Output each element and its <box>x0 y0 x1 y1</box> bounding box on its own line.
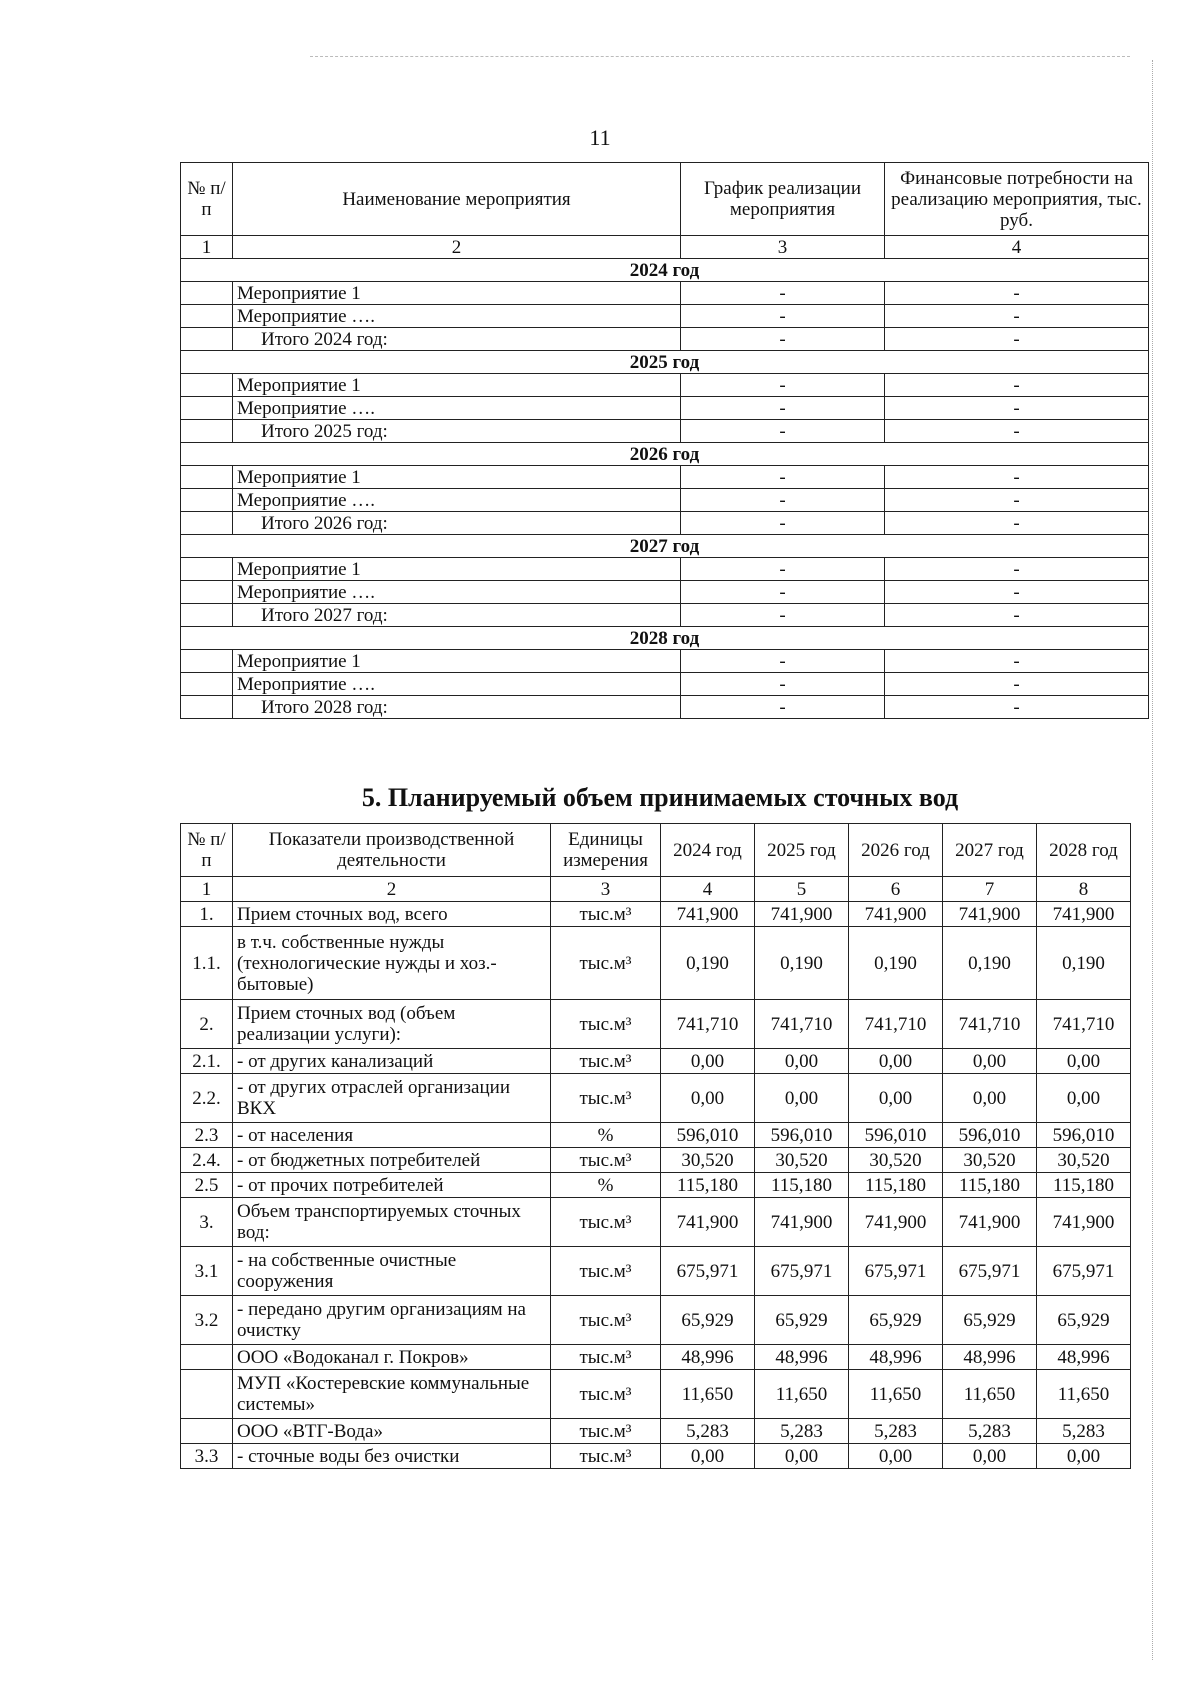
value-cell: 0,00 <box>1037 1074 1131 1123</box>
indicator-label: ООО «Водоканал г. Покров» <box>233 1345 551 1370</box>
schedule-cell: - <box>681 374 885 397</box>
column-number: 3 <box>551 877 661 902</box>
value-cell: 741,710 <box>849 1000 943 1049</box>
row-number-cell <box>181 328 233 351</box>
row-number-cell <box>181 512 233 535</box>
column-header: Показатели производственной деятельности <box>233 824 551 877</box>
table-row <box>181 558 1149 581</box>
value-cell: 115,180 <box>755 1173 849 1198</box>
unit-cell: тыс.м³ <box>551 927 661 1000</box>
finance-cell: - <box>885 512 1149 535</box>
row-number: 3.3 <box>181 1444 233 1469</box>
value-cell: 0,00 <box>1037 1444 1131 1469</box>
year-heading: 2027 год <box>181 535 1149 558</box>
unit-cell: тыс.м³ <box>551 902 661 927</box>
header-row <box>181 824 1131 877</box>
unit-cell: тыс.м³ <box>551 1345 661 1370</box>
column-header: Наименование мероприятия <box>233 163 681 236</box>
finance-cell: - <box>885 397 1149 420</box>
table-row <box>181 420 1149 443</box>
table-row <box>181 696 1149 719</box>
row-number <box>181 1345 233 1370</box>
value-cell: 675,971 <box>1037 1247 1131 1296</box>
column-header: 2024 год <box>661 824 755 877</box>
row-number: 1. <box>181 902 233 927</box>
measure-name: Мероприятие 1 <box>233 374 681 397</box>
column-number: 5 <box>755 877 849 902</box>
value-cell: 675,971 <box>943 1247 1037 1296</box>
value-cell: 675,971 <box>755 1247 849 1296</box>
row-number <box>181 1370 233 1419</box>
schedule-cell: - <box>681 696 885 719</box>
table-row <box>181 328 1149 351</box>
table-row <box>181 1074 1131 1123</box>
measure-name: Итого 2025 год: <box>233 420 681 443</box>
unit-cell: тыс.м³ <box>551 1419 661 1444</box>
finance-cell: - <box>885 466 1149 489</box>
finance-cell: - <box>885 650 1149 673</box>
row-number: 3.1 <box>181 1247 233 1296</box>
value-cell: 11,650 <box>661 1370 755 1419</box>
finance-cell: - <box>885 328 1149 351</box>
value-cell: 741,900 <box>849 902 943 927</box>
value-cell: 596,010 <box>1037 1123 1131 1148</box>
row-number-cell <box>181 558 233 581</box>
table-row <box>181 1419 1131 1444</box>
value-cell: 115,180 <box>1037 1173 1131 1198</box>
value-cell: 11,650 <box>849 1370 943 1419</box>
scan-artifact-right <box>1152 60 1153 1660</box>
table-row <box>181 1123 1131 1148</box>
value-cell: 48,996 <box>849 1345 943 1370</box>
value-cell: 5,283 <box>661 1419 755 1444</box>
value-cell: 65,929 <box>849 1296 943 1345</box>
finance-cell: - <box>885 581 1149 604</box>
schedule-cell: - <box>681 604 885 627</box>
value-cell: 0,190 <box>755 927 849 1000</box>
value-cell: 741,710 <box>755 1000 849 1049</box>
row-number: 1.1. <box>181 927 233 1000</box>
value-cell: 5,283 <box>1037 1419 1131 1444</box>
value-cell: 0,00 <box>943 1074 1037 1123</box>
row-number: 2.1. <box>181 1049 233 1074</box>
finance-cell: - <box>885 558 1149 581</box>
column-header: № п/п <box>181 824 233 877</box>
table-row <box>181 282 1149 305</box>
indicator-label: - от других канализаций <box>233 1049 551 1074</box>
value-cell: 0,00 <box>661 1049 755 1074</box>
value-cell: 30,520 <box>661 1148 755 1173</box>
indicator-label: Прием сточных вод (объем реализации услуги): <box>233 1000 551 1049</box>
value-cell: 741,900 <box>661 1198 755 1247</box>
row-number-cell <box>181 397 233 420</box>
value-cell: 5,283 <box>943 1419 1037 1444</box>
value-cell: 741,900 <box>849 1198 943 1247</box>
value-cell: 0,00 <box>661 1444 755 1469</box>
value-cell: 596,010 <box>755 1123 849 1148</box>
column-number-row <box>181 877 1131 902</box>
value-cell: 30,520 <box>849 1148 943 1173</box>
table-row <box>181 673 1149 696</box>
value-cell: 0,00 <box>849 1074 943 1123</box>
finance-cell: - <box>885 305 1149 328</box>
indicator-label: - от других отраслей организации ВКХ <box>233 1074 551 1123</box>
value-cell: 5,283 <box>849 1419 943 1444</box>
value-cell: 30,520 <box>943 1148 1037 1173</box>
row-number: 2.2. <box>181 1074 233 1123</box>
row-number: 2.3 <box>181 1123 233 1148</box>
finance-cell: - <box>885 489 1149 512</box>
value-cell: 741,900 <box>755 902 849 927</box>
row-number-cell <box>181 604 233 627</box>
column-number: 7 <box>943 877 1037 902</box>
value-cell: 0,00 <box>943 1049 1037 1074</box>
column-header: № п/п <box>181 163 233 236</box>
unit-cell: тыс.м³ <box>551 1296 661 1345</box>
row-number <box>181 1419 233 1444</box>
schedule-cell: - <box>681 558 885 581</box>
table-row <box>181 1247 1131 1296</box>
row-number-cell <box>181 420 233 443</box>
value-cell: 48,996 <box>1037 1345 1131 1370</box>
row-number: 3. <box>181 1198 233 1247</box>
schedule-cell: - <box>681 397 885 420</box>
row-number: 2.5 <box>181 1173 233 1198</box>
value-cell: 30,520 <box>1037 1148 1131 1173</box>
row-number-cell <box>181 489 233 512</box>
value-cell: 30,520 <box>755 1148 849 1173</box>
year-row <box>181 443 1149 466</box>
row-number-cell <box>181 466 233 489</box>
row-number-cell <box>181 673 233 696</box>
value-cell: 48,996 <box>943 1345 1037 1370</box>
measure-name: Мероприятие …. <box>233 489 681 512</box>
schedule-cell: - <box>681 673 885 696</box>
value-cell: 48,996 <box>661 1345 755 1370</box>
value-cell: 741,710 <box>943 1000 1037 1049</box>
row-number-cell <box>181 650 233 673</box>
schedule-cell: - <box>681 466 885 489</box>
indicator-label: Прием сточных вод, всего <box>233 902 551 927</box>
section-title: 5. Планируемый объем принимаемых сточных вод <box>361 783 959 812</box>
header-row <box>181 163 1149 236</box>
column-header: 2026 год <box>849 824 943 877</box>
indicator-label: в т.ч. собственные нужды (технологические нужды и хоз.-бытовые) <box>233 927 551 1000</box>
table-row <box>181 512 1149 535</box>
indicator-label: - от бюджетных потребителей <box>233 1148 551 1173</box>
row-number-cell <box>181 282 233 305</box>
measure-name: Итого 2028 год: <box>233 696 681 719</box>
value-cell: 115,180 <box>849 1173 943 1198</box>
measure-name: Итого 2026 год: <box>233 512 681 535</box>
column-header: 2028 год <box>1037 824 1131 877</box>
measure-name: Мероприятие …. <box>233 305 681 328</box>
page-number: 11 <box>589 125 611 150</box>
column-number-row <box>181 236 1149 259</box>
value-cell: 0,190 <box>849 927 943 1000</box>
value-cell: 0,00 <box>661 1074 755 1123</box>
value-cell: 741,900 <box>943 1198 1037 1247</box>
value-cell: 0,00 <box>1037 1049 1131 1074</box>
row-number: 2.4. <box>181 1148 233 1173</box>
value-cell: 5,283 <box>755 1419 849 1444</box>
column-header: Единицы измерения <box>551 824 661 877</box>
year-row <box>181 627 1149 650</box>
finance-cell: - <box>885 282 1149 305</box>
indicator-label: - передано другим организациям на очистку <box>233 1296 551 1345</box>
indicator-label: МУП «Костеревские коммунальные системы» <box>233 1370 551 1419</box>
value-cell: 11,650 <box>755 1370 849 1419</box>
unit-cell: тыс.м³ <box>551 1049 661 1074</box>
table-row <box>181 1444 1131 1469</box>
value-cell: 0,00 <box>755 1074 849 1123</box>
row-number-cell <box>181 581 233 604</box>
schedule-cell: - <box>681 328 885 351</box>
value-cell: 11,650 <box>1037 1370 1131 1419</box>
column-header: Финансовые потребности на реализацию мероприятия, тыс. руб. <box>885 163 1149 236</box>
value-cell: 596,010 <box>943 1123 1037 1148</box>
value-cell: 0,00 <box>755 1444 849 1469</box>
year-heading: 2026 год <box>181 443 1149 466</box>
column-header: График реализации мероприятия <box>681 163 885 236</box>
schedule-cell: - <box>681 282 885 305</box>
schedule-cell: - <box>681 581 885 604</box>
value-cell: 65,929 <box>661 1296 755 1345</box>
column-number: 2 <box>233 236 681 259</box>
value-cell: 741,900 <box>1037 1198 1131 1247</box>
table-row <box>181 397 1149 420</box>
unit-cell: % <box>551 1173 661 1198</box>
row-number: 2. <box>181 1000 233 1049</box>
year-row <box>181 259 1149 282</box>
measure-name: Мероприятие 1 <box>233 466 681 489</box>
schedule-cell: - <box>681 650 885 673</box>
row-number: 3.2 <box>181 1296 233 1345</box>
year-heading: 2028 год <box>181 627 1149 650</box>
indicator-label: - от населения <box>233 1123 551 1148</box>
finance-cell: - <box>885 604 1149 627</box>
measure-name: Мероприятие …. <box>233 673 681 696</box>
table-row <box>181 1296 1131 1345</box>
indicator-label: - на собственные очистные сооружения <box>233 1247 551 1296</box>
table-row <box>181 374 1149 397</box>
schedule-cell: - <box>681 305 885 328</box>
value-cell: 741,900 <box>1037 902 1131 927</box>
table-row <box>181 1049 1131 1074</box>
unit-cell: тыс.м³ <box>551 1000 661 1049</box>
column-number: 1 <box>181 877 233 902</box>
table-row <box>181 489 1149 512</box>
year-heading: 2025 год <box>181 351 1149 374</box>
column-number: 4 <box>661 877 755 902</box>
unit-cell: тыс.м³ <box>551 1247 661 1296</box>
value-cell: 675,971 <box>849 1247 943 1296</box>
unit-cell: тыс.м³ <box>551 1198 661 1247</box>
indicator-label: Объем транспортируемых сточных вод: <box>233 1198 551 1247</box>
table-row <box>181 1173 1131 1198</box>
value-cell: 0,00 <box>755 1049 849 1074</box>
row-number-cell <box>181 305 233 328</box>
finance-cell: - <box>885 696 1149 719</box>
value-cell: 65,929 <box>755 1296 849 1345</box>
schedule-cell: - <box>681 512 885 535</box>
column-number: 4 <box>885 236 1149 259</box>
year-row <box>181 535 1149 558</box>
column-header: 2025 год <box>755 824 849 877</box>
table-row <box>181 1148 1131 1173</box>
row-number-cell <box>181 696 233 719</box>
table-row <box>181 305 1149 328</box>
table-row <box>181 466 1149 489</box>
indicator-label: - от прочих потребителей <box>233 1173 551 1198</box>
measure-name: Мероприятие 1 <box>233 558 681 581</box>
value-cell: 741,900 <box>755 1198 849 1247</box>
unit-cell: тыс.м³ <box>551 1074 661 1123</box>
wastewater-table <box>180 823 1131 1469</box>
value-cell: 675,971 <box>661 1247 755 1296</box>
measure-name: Мероприятие …. <box>233 397 681 420</box>
measure-name: Итого 2024 год: <box>233 328 681 351</box>
table-row <box>181 1345 1131 1370</box>
table-row <box>181 581 1149 604</box>
value-cell: 741,900 <box>661 902 755 927</box>
measure-name: Итого 2027 год: <box>233 604 681 627</box>
value-cell: 11,650 <box>943 1370 1037 1419</box>
scan-artifact-top <box>310 56 1130 57</box>
column-number: 8 <box>1037 877 1131 902</box>
value-cell: 596,010 <box>849 1123 943 1148</box>
value-cell: 115,180 <box>661 1173 755 1198</box>
column-number: 1 <box>181 236 233 259</box>
column-number: 6 <box>849 877 943 902</box>
value-cell: 0,00 <box>849 1049 943 1074</box>
finance-cell: - <box>885 374 1149 397</box>
schedule-cell: - <box>681 420 885 443</box>
value-cell: 0,00 <box>849 1444 943 1469</box>
row-number-cell <box>181 374 233 397</box>
measure-name: Мероприятие 1 <box>233 282 681 305</box>
value-cell: 741,710 <box>661 1000 755 1049</box>
value-cell: 0,190 <box>943 927 1037 1000</box>
column-header: 2027 год <box>943 824 1037 877</box>
table-row <box>181 1000 1131 1049</box>
value-cell: 48,996 <box>755 1345 849 1370</box>
value-cell: 596,010 <box>661 1123 755 1148</box>
indicator-label: ООО «ВТГ-Вода» <box>233 1419 551 1444</box>
value-cell: 0,190 <box>1037 927 1131 1000</box>
value-cell: 0,190 <box>661 927 755 1000</box>
year-heading: 2024 год <box>181 259 1149 282</box>
value-cell: 65,929 <box>943 1296 1037 1345</box>
finance-cell: - <box>885 420 1149 443</box>
measure-name: Мероприятие 1 <box>233 650 681 673</box>
table-row <box>181 1370 1131 1419</box>
value-cell: 741,710 <box>1037 1000 1131 1049</box>
column-number: 3 <box>681 236 885 259</box>
value-cell: 115,180 <box>943 1173 1037 1198</box>
unit-cell: тыс.м³ <box>551 1370 661 1419</box>
unit-cell: тыс.м³ <box>551 1148 661 1173</box>
table-row <box>181 1198 1131 1247</box>
column-number: 2 <box>233 877 551 902</box>
year-row <box>181 351 1149 374</box>
finance-cell: - <box>885 673 1149 696</box>
table-row <box>181 604 1149 627</box>
measures-table <box>180 162 1149 719</box>
value-cell: 65,929 <box>1037 1296 1131 1345</box>
value-cell: 0,00 <box>943 1444 1037 1469</box>
value-cell: 741,900 <box>943 902 1037 927</box>
schedule-cell: - <box>681 489 885 512</box>
measure-name: Мероприятие …. <box>233 581 681 604</box>
indicator-label: - сточные воды без очистки <box>233 1444 551 1469</box>
unit-cell: % <box>551 1123 661 1148</box>
table-row <box>181 650 1149 673</box>
table-row <box>181 927 1131 1000</box>
unit-cell: тыс.м³ <box>551 1444 661 1469</box>
table-row <box>181 902 1131 927</box>
